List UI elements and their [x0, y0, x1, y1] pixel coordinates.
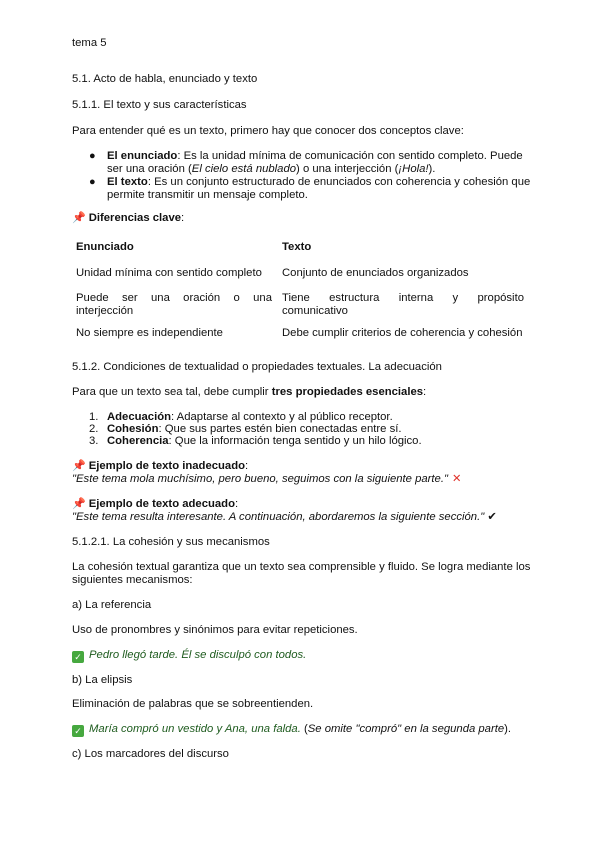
property-cohesion: Cohesión: Que sus partes estén bien conectadas entre sí. [107, 423, 402, 435]
table-row [72, 327, 528, 349]
list-number: 1. [89, 411, 99, 423]
intro-paragraph: Para entender qué es un texto, primero hay que conocer dos conceptos clave: [72, 125, 464, 137]
check-icon: ✓ [72, 725, 84, 737]
term-enunciado: El enunciado [107, 150, 178, 162]
table-header-row [72, 241, 528, 267]
section-5-1-2-title: 5.1.2. Condiciones de textualidad o propiedades textuales. La adecuación [72, 361, 442, 373]
bullet-icon: ● [89, 176, 96, 188]
check-icon: ✓ [72, 651, 84, 663]
elipsis-example: ✓ María compró un vestido y Ana, una falda. (Se omite "compró" en la segunda parte). [72, 723, 511, 737]
bullet-texto-line1: El texto: Es un conjunto estructurado de enunciados con coherencia y cohesión que [107, 176, 531, 188]
example-hola: ¡Hola! [398, 163, 429, 175]
pin-icon: 📌 [72, 460, 86, 472]
list-number: 3. [89, 435, 99, 447]
bad-example-text: "Este tema mola muchísimo, pero bueno, seguimos con la siguiente parte." ✕ [72, 473, 462, 485]
table-cell: Conjunto de enunciados organizados [282, 267, 469, 279]
cohesion-intro-line2: siguientes mecanismos: [72, 574, 193, 586]
check-heavy-icon: ✔ [487, 511, 497, 523]
elipsis-text: Eliminación de palabras que se sobreentienden. [72, 698, 314, 710]
table-row [72, 267, 528, 292]
bad-example-heading: 📌 Ejemplo de texto inadecuado: [72, 460, 249, 472]
cohesion-intro-line1: La cohesión textual garantiza que un texto sea comprensible y fluido. Se logra mediante los [72, 561, 531, 573]
referencia-title: a) La referencia [72, 599, 152, 611]
good-example-heading: 📌 Ejemplo de texto adecuado: [72, 498, 239, 510]
list-number: 2. [89, 423, 99, 435]
marcadores-title: c) Los marcadores del discurso [72, 748, 229, 760]
table-cell: No siempre es independiente [76, 327, 223, 339]
section-5-1-title: 5.1. Acto de habla, enunciado y texto [72, 73, 258, 85]
bullet-texto-line2: permite transmitir un mensaje completo. [107, 189, 308, 201]
elipsis-title: b) La elipsis [72, 674, 133, 686]
properties-intro: Para que un texto sea tal, debe cumplir tres propiedades esenciales: [72, 386, 427, 398]
table-header-enunciado: Enunciado [76, 241, 134, 253]
cross-icon: ✕ [452, 473, 462, 485]
table-cell: Tiene estructura interna y propósito comunicativo [282, 292, 524, 317]
bullet-icon: ● [89, 150, 96, 162]
example-cielo: El cielo está nublado [191, 163, 297, 175]
table-header-texto: Texto [282, 241, 312, 253]
section-5-1-2-1-title: 5.1.2.1. La cohesión y sus mecanismos [72, 536, 270, 548]
table-cell: Unidad mínima con sentido completo [76, 267, 262, 279]
table-cell: Debe cumplir criterios de coherencia y cohesión [282, 327, 523, 339]
table-row [72, 292, 528, 327]
bullet-enunciado-line1: El enunciado: Es la unidad mínima de comunicación con sentido completo. Puede [107, 150, 523, 162]
term-texto: El texto [107, 176, 148, 188]
differences-heading: 📌 Diferencias clave: [72, 212, 185, 224]
differences-table [72, 241, 528, 349]
pin-icon: 📌 [72, 212, 86, 224]
tema-header: tema 5 [72, 37, 107, 49]
property-adecuacion: Adecuación: Adaptarse al contexto y al público receptor. [107, 411, 393, 423]
good-example-text: "Este tema resulta interesante. A continuación, abordaremos la siguiente sección." ✔ [72, 511, 497, 523]
bullet-enunciado-line2: ser una oración (El cielo está nublado) o una interjección (¡Hola!). [107, 163, 436, 175]
pin-icon: 📌 [72, 498, 86, 510]
referencia-text: Uso de pronombres y sinónimos para evitar repeticiones. [72, 624, 358, 636]
referencia-example: ✓ Pedro llegó tarde. Él se disculpó con todos. [72, 649, 306, 663]
table-cell: Puede ser una oración o una interjección [76, 292, 272, 317]
property-coherencia: Coherencia: Que la información tenga sentido y un hilo lógico. [107, 435, 422, 447]
section-5-1-1-title: 5.1.1. El texto y sus características [72, 99, 247, 111]
